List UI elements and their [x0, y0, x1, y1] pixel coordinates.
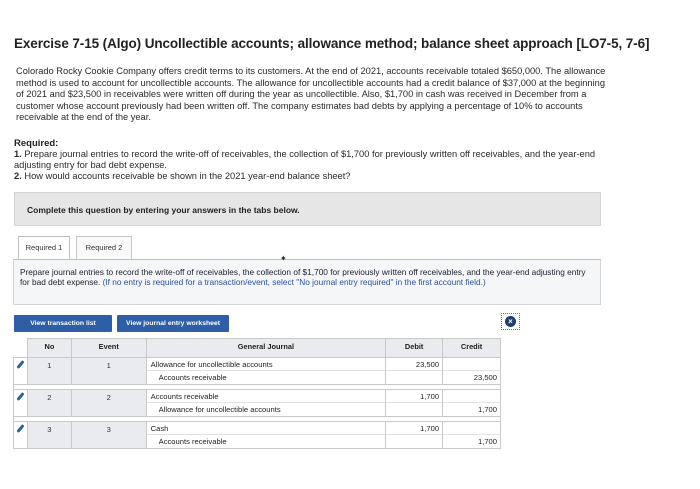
problem-intro: Colorado Rocky Cookie Company offers credit terms to its customers. At the end of 2021, accounts receivable totaled $650,000. The allowance method is used to account for uncollectible accounts. The allowance for uncollectible accounts had a credit balance of $37,000 at the beginning of 2021 and $23,500 in receivables were written off during the year as uncollectible. Also, $1,700 in cash was received in December from a customer whose account previously had been written off. The company estimates bad debts by applying a percentage of 10% to accounts receivable at the end of the year.: [16, 66, 606, 122]
complete-notice: Complete this question by entering your answers in the tabs below.: [27, 205, 300, 215]
pencil-icon[interactable]: [16, 360, 25, 369]
tab-required-2[interactable]: Required 2: [76, 236, 132, 259]
table-header-row: [14, 339, 501, 358]
tab-required-1[interactable]: Required 1: [18, 236, 70, 260]
credit-amount: [443, 358, 500, 371]
mouse-cursor-icon: ✦: [280, 254, 287, 263]
complete-notice-box: [14, 192, 601, 226]
edit-entry-2[interactable]: [14, 390, 28, 417]
credit-amount: [443, 390, 500, 403]
entry-no: 2: [27, 390, 71, 417]
entry-event: 2: [71, 390, 146, 417]
journal-entries-table: [13, 338, 501, 449]
entry-accounts: [146, 390, 386, 417]
debit-amount: 23,500: [386, 358, 442, 371]
debit-amount: 1,700: [386, 390, 442, 403]
pencil-icon[interactable]: [16, 392, 25, 401]
credit-amount: 23,500: [473, 373, 497, 382]
entry-credits: [443, 422, 501, 449]
table-row: [14, 390, 501, 417]
entry-event: 3: [71, 422, 146, 449]
view-journal-entry-worksheet-button[interactable]: View journal entry worksheet: [117, 315, 229, 332]
table-row: [14, 422, 501, 449]
account-credit-line: Allowance for uncollectible accounts: [158, 405, 281, 414]
required-list: [14, 149, 604, 183]
account-debit-line: Allowance for uncollectible accounts: [147, 358, 386, 371]
required-item-2: 2. How would accounts receivable be shown in the 2021 year-end balance sheet?: [14, 171, 351, 182]
clear-x-icon[interactable]: ×: [501, 313, 520, 330]
header-no: No: [27, 339, 71, 358]
credit-amount: 1,700: [477, 437, 497, 446]
entry-debits: [386, 422, 443, 449]
header-event: Event: [71, 339, 146, 358]
header-edit-column: [14, 339, 28, 358]
debit-amount: [386, 403, 442, 416]
exercise-title: Exercise 7-15 (Algo) Uncollectible accounts; allowance method; balance sheet approach [LO7-5, 7-6]: [14, 36, 650, 51]
account-debit-line: Accounts receivable: [147, 390, 386, 403]
debit-amount: 1,700: [386, 422, 442, 435]
entry-debits: [386, 358, 443, 385]
account-credit-line: Accounts receivable: [158, 373, 227, 382]
entry-debits: [386, 390, 443, 417]
edit-entry-3[interactable]: [14, 422, 28, 449]
required-heading: Required:: [14, 138, 59, 149]
header-debit: Debit: [386, 339, 443, 358]
header-credit: Credit: [443, 339, 501, 358]
account-credit-line: Accounts receivable: [158, 437, 227, 446]
account-debit-line: Cash: [147, 422, 386, 435]
entry-credits: [443, 358, 501, 385]
pencil-icon[interactable]: [16, 424, 25, 433]
entry-event: 1: [71, 358, 146, 385]
entry-accounts: [146, 422, 386, 449]
required-item-1: 1. Prepare journal entries to record the write-off of receivables, the collection of $1,700 for previously written off receivables, and the year-end adjusting entry for bad debt expense.: [14, 149, 596, 171]
instructions-text: Prepare journal entries to record the write-off of receivables, the collection of $1,700 for previously written off receivables, and the year-end adjusting entry for bad debt expense. (If no entry is required for a transaction/event, select "No journal entry required" in the first account field.): [20, 267, 586, 287]
entry-accounts: [146, 358, 386, 385]
header-general-journal: General Journal: [146, 339, 386, 358]
table-row: [14, 358, 501, 385]
credit-amount: 1,700: [477, 405, 497, 414]
entry-no: 1: [27, 358, 71, 385]
entry-credits: [443, 390, 501, 417]
edit-entry-1[interactable]: [14, 358, 28, 385]
credit-amount: [443, 422, 500, 435]
debit-amount: [386, 435, 442, 448]
instructions-hint: (If no entry is required for a transaction/event, select "No journal entry required" in the first account field.): [102, 276, 486, 287]
debit-amount: [386, 371, 442, 384]
entry-no: 3: [27, 422, 71, 449]
view-transaction-list-button[interactable]: View transaction list: [14, 315, 112, 332]
